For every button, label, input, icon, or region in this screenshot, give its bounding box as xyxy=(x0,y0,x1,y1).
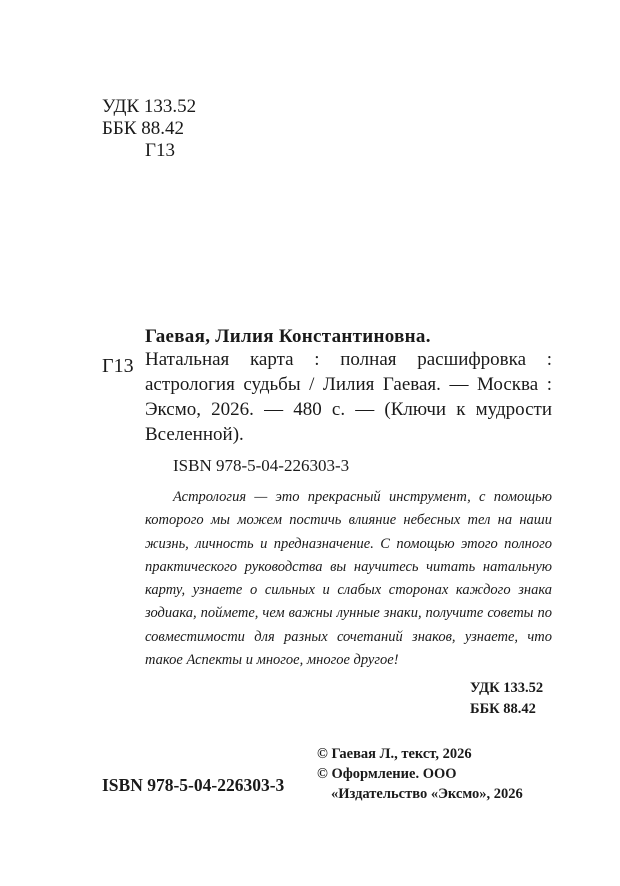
catalog-annotation: Астрология — это прекрасный инструмент, с помощью которого мы можем постичь влияние небесных тел на наши жизнь, личность и предназначение. С помощью этого полного практического руководства вы научитесь читать натальную карту, узнаете о сильных и слабых сторонах каждого знака зодиака, поймете, чем важны лунные знаки, получите советы по совместимости для разных сочетаний знаков, узнаете, что такое Аспекты и многое, многое другое! xyxy=(145,489,552,669)
copyright-design: © Оформление. ООО xyxy=(317,766,457,782)
copyright-text: © Гаевая Л., текст, 2026 xyxy=(317,746,472,762)
catalog-description: Натальная карта : полная расшифровка : астрология судьбы / Лилия Гаевая. — Москва : Эксмо, 2026. — 480 с. — (Ключи к мудрости Вселенной). xyxy=(145,349,552,445)
copyright-block xyxy=(317,744,523,804)
author-mark: Г13 xyxy=(145,140,175,161)
footer-isbn: ISBN 978-5-04-226303-3 xyxy=(102,775,285,795)
copyright-design-publisher: «Издательство «Эксмо», 2026 xyxy=(331,786,523,802)
bbk-code: ББК 88.42 xyxy=(102,118,184,139)
catalog-udk: УДК 133.52 xyxy=(470,680,544,696)
catalog-isbn: ISBN 978-5-04-226303-3 xyxy=(173,456,350,475)
catalog-author: Гаевая, Лилия Константиновна. xyxy=(145,326,431,347)
classification-block xyxy=(102,96,196,162)
catalog-classification xyxy=(470,678,543,720)
catalog-bbk: ББК 88.42 xyxy=(470,701,536,717)
udk-code: УДК 133.52 xyxy=(102,96,197,117)
catalog-author-mark: Г13 xyxy=(102,355,134,377)
